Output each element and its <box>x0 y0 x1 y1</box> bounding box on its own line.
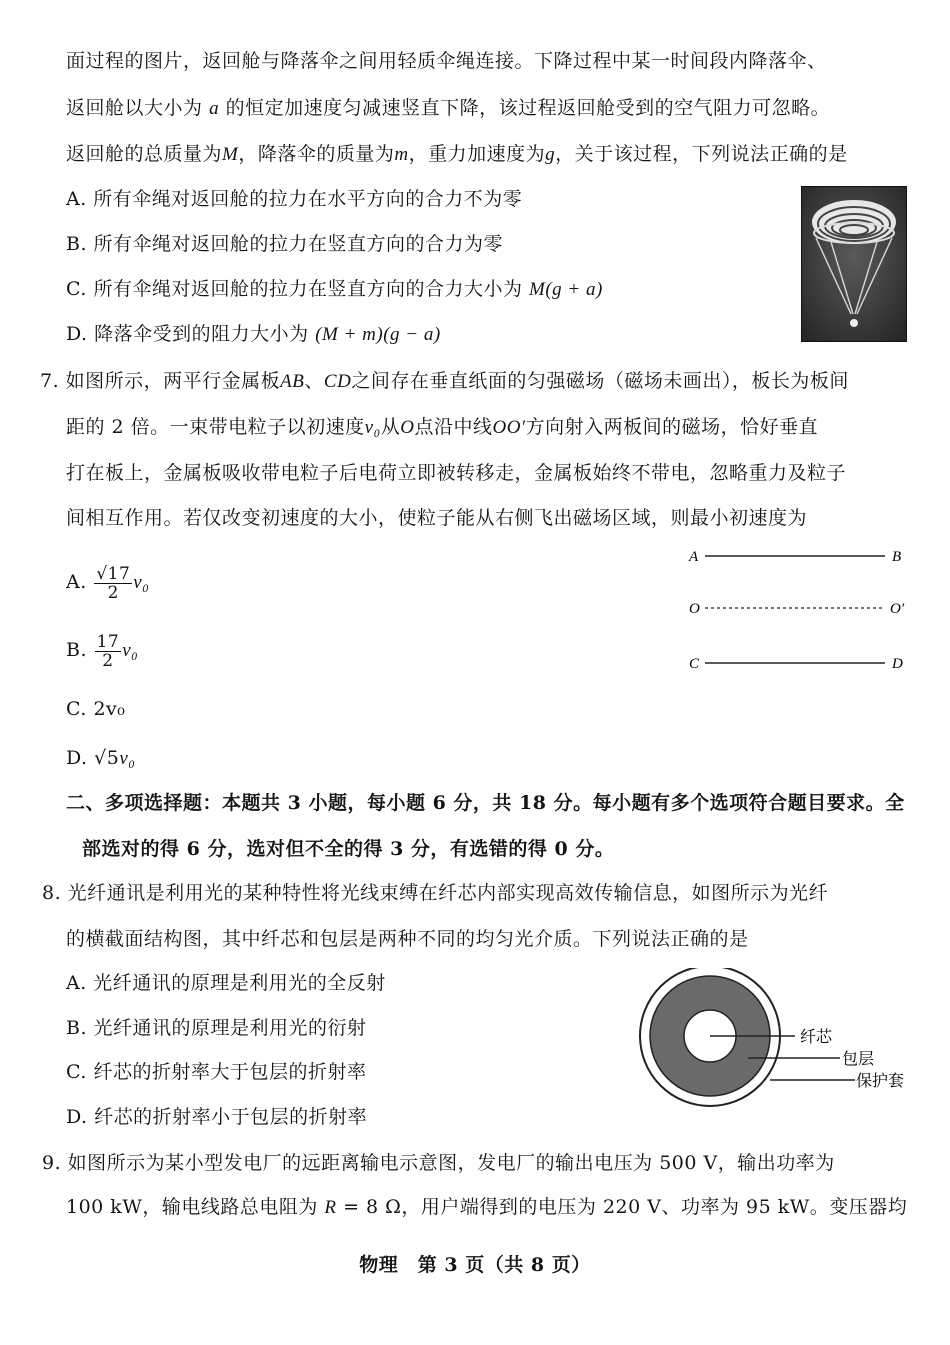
q6-line-3 <box>66 141 848 168</box>
line-oo: OO′ <box>492 417 526 438</box>
q8-option-c: C. 纤芯的折射率大于包层的折射率 <box>66 1061 367 1083</box>
point-o: O <box>400 417 415 438</box>
section-2-heading-2: 部选对的得 6 分，选对但不全的得 3 分，有选错的得 0 分。 <box>82 838 615 860</box>
q6-option-c-text: C. 所有伞绳对返回舱的拉力在竖直方向的合力大小为 <box>66 278 523 300</box>
q6-line-2-text: 返回舱以大小为 <box>66 97 203 119</box>
optical-fiber-cross-section <box>630 968 930 1108</box>
q6-option-a: A. 所有伞绳对返回舱的拉力在水平方向的合力不为零 <box>66 188 523 210</box>
q7-option-d-v0: v₀ <box>119 748 136 769</box>
q7-option-a-v0: v₀ <box>133 572 150 593</box>
q6-option-d <box>66 321 441 348</box>
q7-option-b-fraction <box>95 633 122 670</box>
q6-option-c-formula: M(g + a) <box>529 279 603 300</box>
var-r: R <box>324 1197 337 1218</box>
label-cladding: 包层 <box>842 1051 875 1068</box>
q7-option-d <box>66 745 135 772</box>
q8-option-d: D. 纤芯的折射率小于包层的折射率 <box>66 1106 368 1128</box>
q7-line-2-text-b: 从 <box>380 416 401 438</box>
q7-option-a-label: A. <box>66 571 87 593</box>
q8-option-a: A. 光纤通讯的原理是利用光的全反射 <box>66 972 386 994</box>
q9-line-2-text: 100 kW，输电线路总电阻为 <box>66 1196 318 1218</box>
q7-line-4: 间相互作用。若仅改变初速度的大小，使粒子能从右侧飞出磁场区域，则最小初速度为 <box>66 507 808 529</box>
q7-option-d-label: D. <box>66 747 88 769</box>
q6-line-3-text-b: ，降落伞的质量为 <box>238 143 395 165</box>
q7-option-d-sqrt: √5 <box>94 747 120 769</box>
q7-option-b <box>66 630 138 671</box>
var-a: a <box>209 98 220 119</box>
q6-line-3-text: 返回舱的总质量为 <box>66 143 223 165</box>
q6-option-b: B. 所有伞绳对返回舱的拉力在竖直方向的合力为零 <box>66 233 504 255</box>
q7-option-b-label: B. <box>66 639 88 661</box>
q7-option-b-v0: v₀ <box>122 640 139 661</box>
label-d: D <box>892 656 903 672</box>
q7-line-1-text-b: 之间存在垂直纸面的匀强磁场（磁场未画出），板长为板间 <box>351 370 849 392</box>
q7-option-a-numerator: √17 <box>96 563 131 584</box>
q7-option-c: C. 2v₀ <box>66 698 126 720</box>
q7-option-a-fraction <box>94 565 132 602</box>
q7-option-b-denominator: 2 <box>102 650 114 671</box>
plate-ab: AB <box>280 371 305 392</box>
q7-sep: 、 <box>304 370 324 392</box>
q8-line-2: 的横截面结构图，其中纤芯和包层是两种不同的均匀光介质。下列说法正确的是 <box>66 928 749 950</box>
q6-line-3-text-d: ，关于该过程，下列说法正确的是 <box>555 143 848 165</box>
q7-line-2-text: 距的 2 倍。一束带电粒子以初速度 <box>66 416 365 438</box>
q7-option-a-denominator: 2 <box>107 582 119 603</box>
var-v0: v₀ <box>364 417 381 438</box>
parachute-canopy <box>812 200 896 244</box>
q8-line-1: 8. 光纤通讯是利用光的某种特性将光线束缚在纤芯内部实现高效传输信息，如图所示为光纤 <box>42 882 829 904</box>
parallel-plates-diagram <box>685 540 915 675</box>
q9-line-2-text-b: = 8 Ω，用户端得到的电压为 220 V、功率为 95 kW。变压器均 <box>343 1196 908 1218</box>
q6-line-3-text-c: ，重力加速度为 <box>408 143 546 165</box>
q8-option-b: B. 光纤通讯的原理是利用光的衍射 <box>66 1017 367 1039</box>
q6-option-d-formula: (M + m)(g − a) <box>315 324 441 345</box>
q7-line-1 <box>40 368 849 395</box>
label-jacket: 保护套 <box>856 1073 905 1090</box>
parachute-photo <box>801 186 907 342</box>
q7-line-3: 打在板上，金属板吸收带电粒子后电荷立即被转移走，金属板始终不带电，忽略重力及粒子 <box>66 462 847 484</box>
label-core: 纤芯 <box>800 1029 833 1046</box>
q9-line-1: 9. 如图所示为某小型发电厂的远距离输电示意图，发电厂的输出电压为 500 V，输出功率为 <box>42 1152 835 1174</box>
label-b: B <box>892 549 902 565</box>
q7-option-b-numerator: 17 <box>96 631 120 652</box>
section-2-heading: 二、多项选择题：本题共 3 小题，每小题 6 分，共 18 分。每小题有多个选项符合题目要求。全 <box>66 792 905 814</box>
q7-option-a <box>66 562 149 603</box>
page-footer: 物理 第 3 页（共 8 页） <box>359 1254 591 1276</box>
capsule <box>850 319 858 327</box>
var-M: M <box>222 144 239 165</box>
label-o-prime: O′ <box>890 601 905 617</box>
label-c: C <box>689 656 700 672</box>
q6-line-1: 面过程的图片，返回舱与降落伞之间用轻质伞绳连接。下降过程中某一时间段内降落伞、 <box>66 50 827 72</box>
var-m: m <box>394 144 409 165</box>
q7-line-2-text-c: 点沿中线 <box>414 416 493 438</box>
q7-line-2-text-d: 方向射入两板间的磁场，恰好垂直 <box>525 416 819 438</box>
q6-line-2-text-b: 的恒定加速度匀减速竖直下降，该过程返回舱受到的空气阻力可忽略。 <box>225 97 831 119</box>
q6-option-c <box>66 276 603 303</box>
q7-line-1-text: 7. 如图所示，两平行金属板 <box>40 370 281 392</box>
q9-line-2 <box>66 1194 907 1221</box>
var-g: g <box>545 144 556 165</box>
q6-option-d-text: D. 降落伞受到的阻力大小为 <box>66 323 309 345</box>
plate-cd: CD <box>323 371 352 392</box>
label-o: O <box>689 601 700 617</box>
q6-line-2 <box>66 95 830 122</box>
q7-line-2 <box>66 414 818 441</box>
label-a: A <box>689 549 699 565</box>
